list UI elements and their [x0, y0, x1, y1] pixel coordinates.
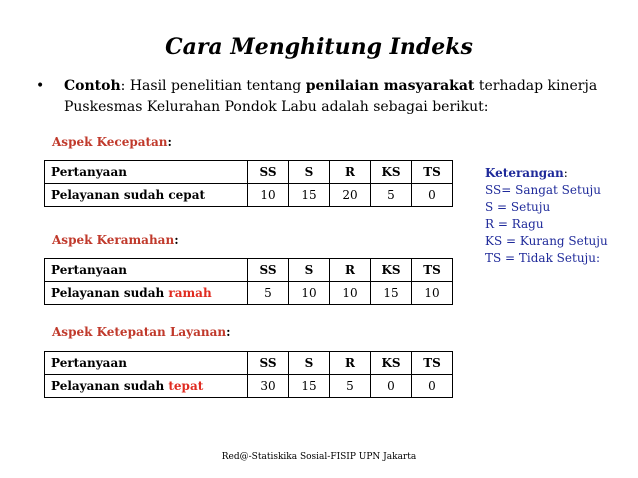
table-row: [45, 375, 453, 398]
table-kecepatan: [44, 160, 453, 207]
value-cell: 0: [371, 375, 412, 398]
header-cell: S: [289, 161, 330, 184]
keterangan-item: TS = Tidak Setuju:: [485, 251, 601, 265]
table-row: [45, 282, 453, 305]
table-ketepatan: [44, 351, 453, 398]
keterangan-title-text: Keterangan: [485, 166, 564, 180]
value-cell: 10: [289, 282, 330, 305]
aspect-label-colon: :: [167, 135, 172, 149]
aspect-label-text: Aspek Keramahan: [52, 233, 175, 247]
table-row: [45, 184, 453, 207]
keterangan-item: KS = Kurang Setuju: [485, 234, 608, 248]
intro-text-1: : Hasil penelitian tentang: [120, 78, 306, 94]
table-header-row: [45, 161, 453, 184]
question-text: Pelayanan sudah: [51, 379, 169, 393]
value-cell: 10: [330, 282, 371, 305]
slide-footer: Red@-Statiskika Sosial-FISIP UPN Jakarta: [221, 452, 417, 462]
aspect-label-text: Aspek Kecepatan: [52, 135, 168, 149]
header-cell: SS: [248, 352, 289, 375]
aspect-label-colon: :: [174, 233, 179, 247]
aspect-label-keramahan: [52, 233, 179, 247]
header-cell: TS: [412, 352, 453, 375]
header-cell: SS: [248, 259, 289, 282]
header-cell: KS: [371, 161, 412, 184]
header-cell: TS: [412, 259, 453, 282]
header-cell: S: [289, 259, 330, 282]
value-cell: 0: [412, 375, 453, 398]
keterangan-legend: [485, 165, 608, 267]
question-cell: [45, 282, 248, 305]
header-cell: Pertanyaan: [45, 259, 248, 282]
value-cell: 20: [330, 184, 371, 207]
slide-title: Cara Menghitung Indeks: [165, 34, 473, 60]
question-cell: [45, 375, 248, 398]
header-cell: R: [330, 161, 371, 184]
keterangan-item: SS= Sangat Setuju: [485, 183, 601, 197]
intro-text-2: terhadap kinerja Puskesmas Kelurahan Pondok Labu adalah sebagai berikut:: [64, 78, 598, 115]
aspect-label-colon: :: [226, 325, 231, 339]
question-text: Pelayanan sudah cepat: [51, 188, 206, 202]
aspect-label-kecepatan: [52, 135, 172, 149]
header-cell: KS: [371, 259, 412, 282]
value-cell: 15: [289, 184, 330, 207]
table-header-row: [45, 352, 453, 375]
intro-bold-contoh: Contoh: [64, 78, 121, 94]
keterangan-item: R = Ragu: [485, 217, 544, 231]
intro-paragraph: [36, 76, 606, 118]
header-cell: Pertanyaan: [45, 161, 248, 184]
value-cell: 10: [248, 184, 289, 207]
value-cell: 5: [371, 184, 412, 207]
keterangan-item: S = Setuju: [485, 200, 551, 214]
intro-bold-penilaian: penilaian masyarakat: [305, 78, 475, 94]
keterangan-title: [485, 165, 608, 182]
header-cell: KS: [371, 352, 412, 375]
value-cell: 15: [289, 375, 330, 398]
table-header-row: [45, 259, 453, 282]
value-cell: 0: [412, 184, 453, 207]
header-cell: SS: [248, 161, 289, 184]
intro-text: [64, 76, 606, 118]
header-cell: Pertanyaan: [45, 352, 248, 375]
header-cell: R: [330, 259, 371, 282]
question-highlight: tepat: [168, 379, 204, 393]
question-highlight: ramah: [168, 286, 212, 300]
table-keramahan: [44, 258, 453, 305]
bullet-icon: •: [36, 78, 45, 94]
aspect-label-ketepatan: [52, 325, 231, 339]
value-cell: 10: [412, 282, 453, 305]
value-cell: 5: [330, 375, 371, 398]
keterangan-title-colon: :: [563, 166, 568, 180]
header-cell: R: [330, 352, 371, 375]
value-cell: 15: [371, 282, 412, 305]
question-text: Pelayanan sudah: [51, 286, 169, 300]
value-cell: 30: [248, 375, 289, 398]
question-cell: [45, 184, 248, 207]
aspect-label-text: Aspek Ketepatan Layanan: [52, 325, 227, 339]
header-cell: S: [289, 352, 330, 375]
value-cell: 5: [248, 282, 289, 305]
header-cell: TS: [412, 161, 453, 184]
